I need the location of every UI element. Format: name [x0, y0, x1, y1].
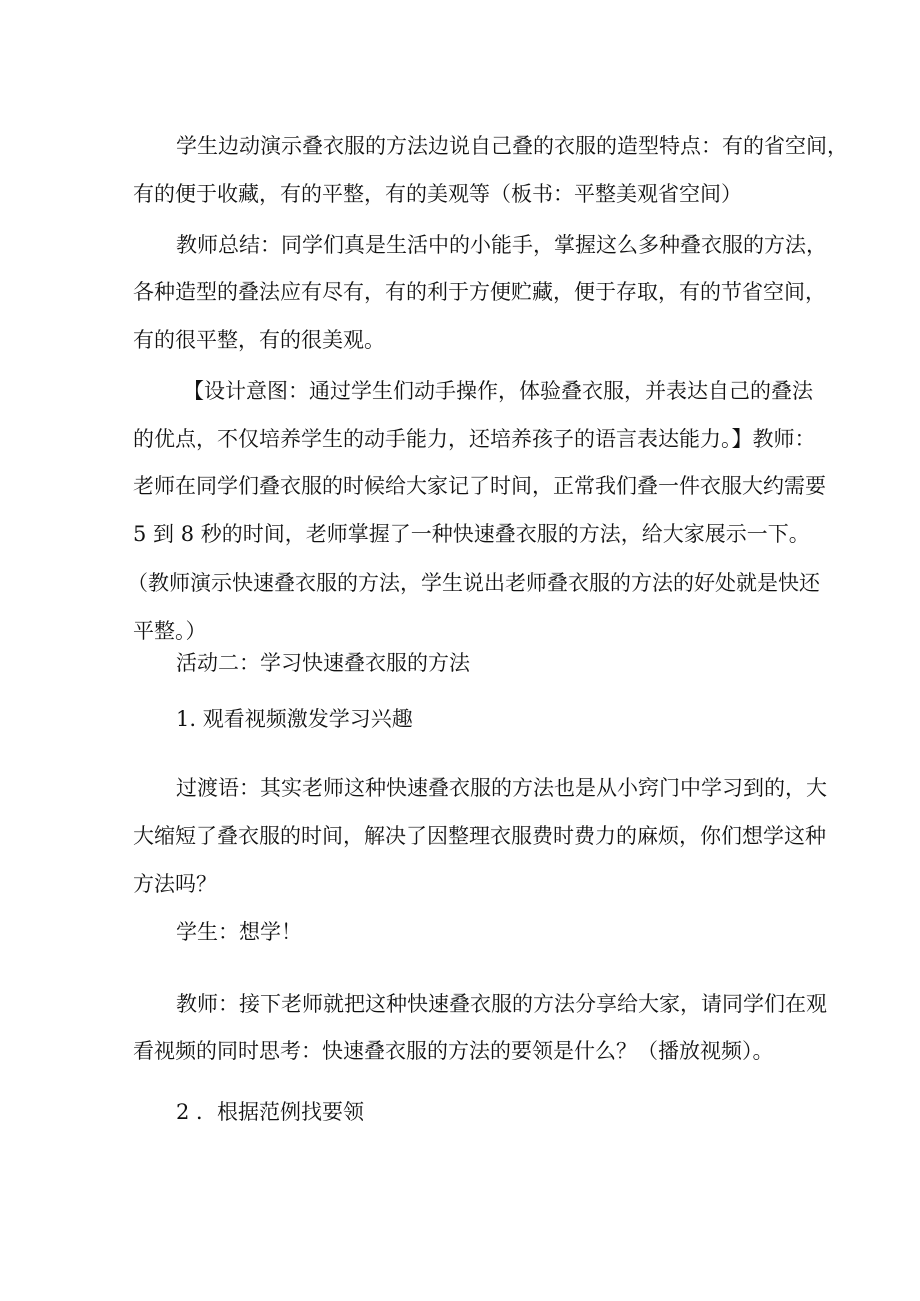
- section-heading: 活动二：学习快速叠衣服的方法: [176, 651, 470, 675]
- paragraph-line: 的优点，不仅培养学生的动手能力，还培养孩子的语言表达能力。】教师：: [133, 427, 816, 451]
- paragraph-line: 学生：想学！: [176, 920, 302, 944]
- paragraph-line: （教师演示快速叠衣服的方法，学生说出老师叠衣服的方法的好处就是快还: [127, 571, 820, 595]
- paragraph-line: 平整。）: [133, 619, 207, 643]
- paragraph-line: 有的很平整，有的很美观。: [133, 328, 385, 352]
- paragraph-line: 有的便于收藏，有的平整，有的美观等（板书：平整美观省空间）: [133, 182, 742, 206]
- paragraph-line: 教师总结：同学们真是生活中的小能手，掌握这么多种叠衣服的方法，: [176, 233, 827, 257]
- paragraph-line: 各种造型的叠法应有尽有，有的利于方便贮藏，便于存取，有的节省空间，: [133, 280, 826, 304]
- paragraph-line: 教师：接下老师就把这种快速叠衣服的方法分享给大家，请同学们在观: [176, 992, 827, 1016]
- paragraph-line: 看视频的同时思考：快速叠衣服的方法的要领是什么？（播放视频）。: [133, 1039, 774, 1063]
- subsection-heading: 2 ．根据范例找要领: [176, 1100, 365, 1124]
- paragraph-line: 过渡语：其实老师这种快速叠衣服的方法也是从小窍门中学习到的，大: [176, 776, 827, 800]
- subsection-heading: 1. 观看视频激发学习兴趣: [176, 707, 413, 731]
- paragraph-line: 学生边动演示叠衣服的方法边说自己叠的衣服的造型特点：有的省空间，: [176, 134, 848, 158]
- paragraph-line: 方法吗？: [133, 872, 217, 896]
- paragraph-line: 老师在同学们叠衣服的时候给大家记了时间，正常我们叠一件衣服大约需要: [133, 474, 826, 498]
- paragraph-line: 大缩短了叠衣服的时间，解决了因整理衣服费时费力的麻烦，你们想学这种: [133, 824, 826, 848]
- paragraph-line: 5 到 8 秒的时间，老师掌握了一种快速叠衣服的方法，给大家展示一下。: [133, 522, 810, 546]
- paragraph-line: 【设计意图：通过学生们动手操作，体验叠衣服，并表达自己的叠法: [183, 379, 813, 403]
